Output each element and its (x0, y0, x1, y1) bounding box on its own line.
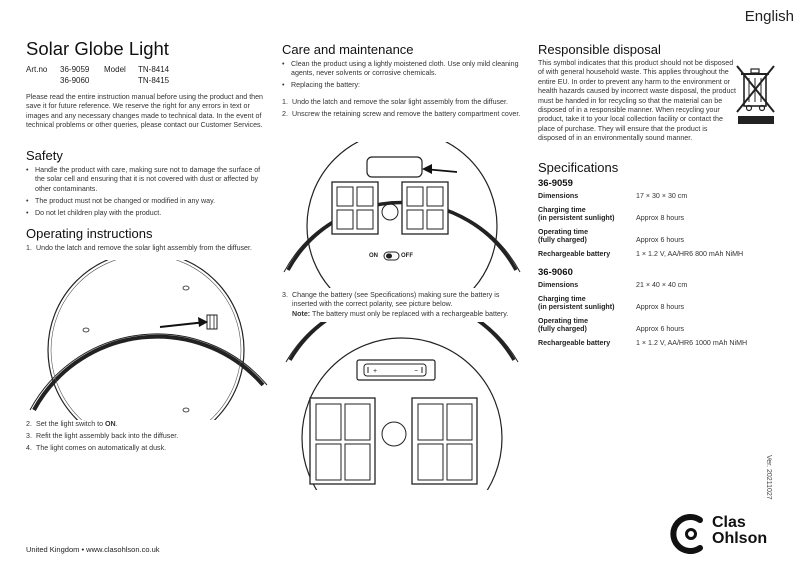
operating-step-2: 2. Set the light switch to ON. (26, 420, 118, 428)
solar-panel-left (310, 398, 375, 484)
care-list (282, 60, 522, 93)
spec-row-dimensions: Dimensions 21 × 40 × 40 cm (538, 281, 688, 289)
switch-off-label: OFF (401, 253, 413, 259)
brand-line-2: Ohlson (712, 530, 768, 547)
artno-2: 36-9060 (60, 76, 90, 85)
article-numbers (26, 64, 178, 86)
care-steps-bottom (282, 291, 522, 322)
solar-panel-right (412, 398, 477, 484)
artno-label: Art.no (26, 65, 48, 74)
brand-wordmark (712, 515, 767, 547)
battery-cover-illustration (282, 142, 522, 288)
footer-contact: United Kingdom • www.clasohlson.co.uk (26, 545, 160, 554)
clas-ohlson-logo-icon (670, 512, 710, 556)
model-2: TN-8415 (138, 76, 170, 85)
safety-item: • Do not let children play with the product. (26, 209, 271, 218)
model-label: Model (104, 65, 126, 74)
solar-panel-left (332, 182, 378, 234)
spec-row-battery: Rechargeable battery 1 × 1.2 V, AA/HR6 800 mAh NiMH (538, 249, 744, 258)
diffuser-illustration (26, 260, 271, 420)
svg-text:−: − (414, 368, 419, 375)
solar-panel-right (402, 182, 448, 234)
care-steps-top (282, 98, 522, 122)
spec-row-charging: Charging time (in persistent sunlight) Approx 8 hours (538, 205, 685, 222)
battery-compartment-illustration (282, 322, 522, 490)
operating-step-4: 4. The light comes on automatically at dusk. (26, 443, 167, 452)
spec-row-charging: Charging time (in persistent sunlight) Approx 8 hours (538, 294, 685, 311)
model-1: TN-8414 (138, 65, 170, 74)
svg-text:+: + (373, 368, 378, 375)
disposal-text: This symbol indicates that this product should not be disposed of with general household waste. This applies throughout the entire EU. In order to prevent any harm to the environment or health hazards caused by incorrect waste disposal, the product must be handed in for recycling so that the material can be disposed of in a responsible manner. When recycling your product, take it to your local collection facility or contact the place of purchase. They will ensure that the product is disposed of in an environmentally sound manner. (538, 59, 736, 143)
spec-model-name: 36-9060 (538, 267, 573, 278)
language-label: English (744, 8, 794, 25)
safety-heading: Safety (26, 148, 63, 163)
version-label: Ver. 20211027 (765, 455, 772, 500)
intro-text: Please read the entire instruction manual before using the product and then save it for future reference. We reserve the right for any errors in text or images and any necessary changes made to technical data. In the event of technical problems or other queries, please contact our Customer Services. (26, 93, 264, 130)
spec-row-operating: Operating time (fully charged) Approx 6 hours (538, 227, 685, 244)
care-item-battery: • Replacing the battery: (282, 81, 522, 90)
spec-table-9060 (538, 281, 768, 350)
brand-line-1: Clas (712, 514, 746, 531)
spec-model-name: 36-9059 (538, 178, 573, 189)
artno-1: 36-9059 (60, 65, 90, 74)
care-step-3: 3. Change the battery (see Specifications) making sure the battery is inserted with the correct polarity, see picture below. Note: The battery must only be replaced with a rechargeable battery. (282, 291, 509, 318)
operating-step-1: 1. Undo the latch and remove the solar light assembly from the diffuser. (26, 244, 252, 252)
page-title: Solar Globe Light (26, 38, 169, 59)
operating-heading: Operating instructions (26, 226, 153, 241)
care-step-2: 2. Unscrew the retaining screw and remove the battery compartment cover. (282, 109, 521, 118)
weee-bin-icon (734, 62, 778, 126)
safety-list (26, 166, 271, 221)
spec-row-operating: Operating time (fully charged) Approx 6 hours (538, 316, 685, 333)
safety-item: • Handle the product with care, making sure not to damage the surface of the solar cell and ensuring that it is not covered with dust or affected by other contaminants. (26, 166, 271, 194)
spec-table-9059 (538, 192, 768, 261)
operating-steps-top (26, 244, 271, 256)
disposal-heading: Responsible disposal (538, 42, 661, 57)
specs-heading: Specifications (538, 160, 619, 175)
care-item-clean: • Clean the product using a lightly moistened cloth. Use only mild cleaning agents, never solvents or corrosive chemicals. (282, 60, 522, 79)
care-heading: Care and maintenance (282, 42, 414, 57)
spec-row-battery: Rechargeable battery 1 × 1.2 V, AA/HR6 1000 mAh NiMH (538, 338, 748, 347)
safety-item: • The product must not be changed or modified in any way. (26, 197, 271, 206)
operating-step-3: 3. Refit the light assembly back into the diffuser. (26, 431, 179, 440)
switch-on-label: ON (369, 253, 378, 259)
operating-steps-bottom (26, 420, 271, 456)
care-step-1: 1. Undo the latch and remove the solar light assembly from the diffuser. (282, 98, 508, 106)
spec-row-dimensions: Dimensions 17 × 30 × 30 cm (538, 192, 688, 200)
